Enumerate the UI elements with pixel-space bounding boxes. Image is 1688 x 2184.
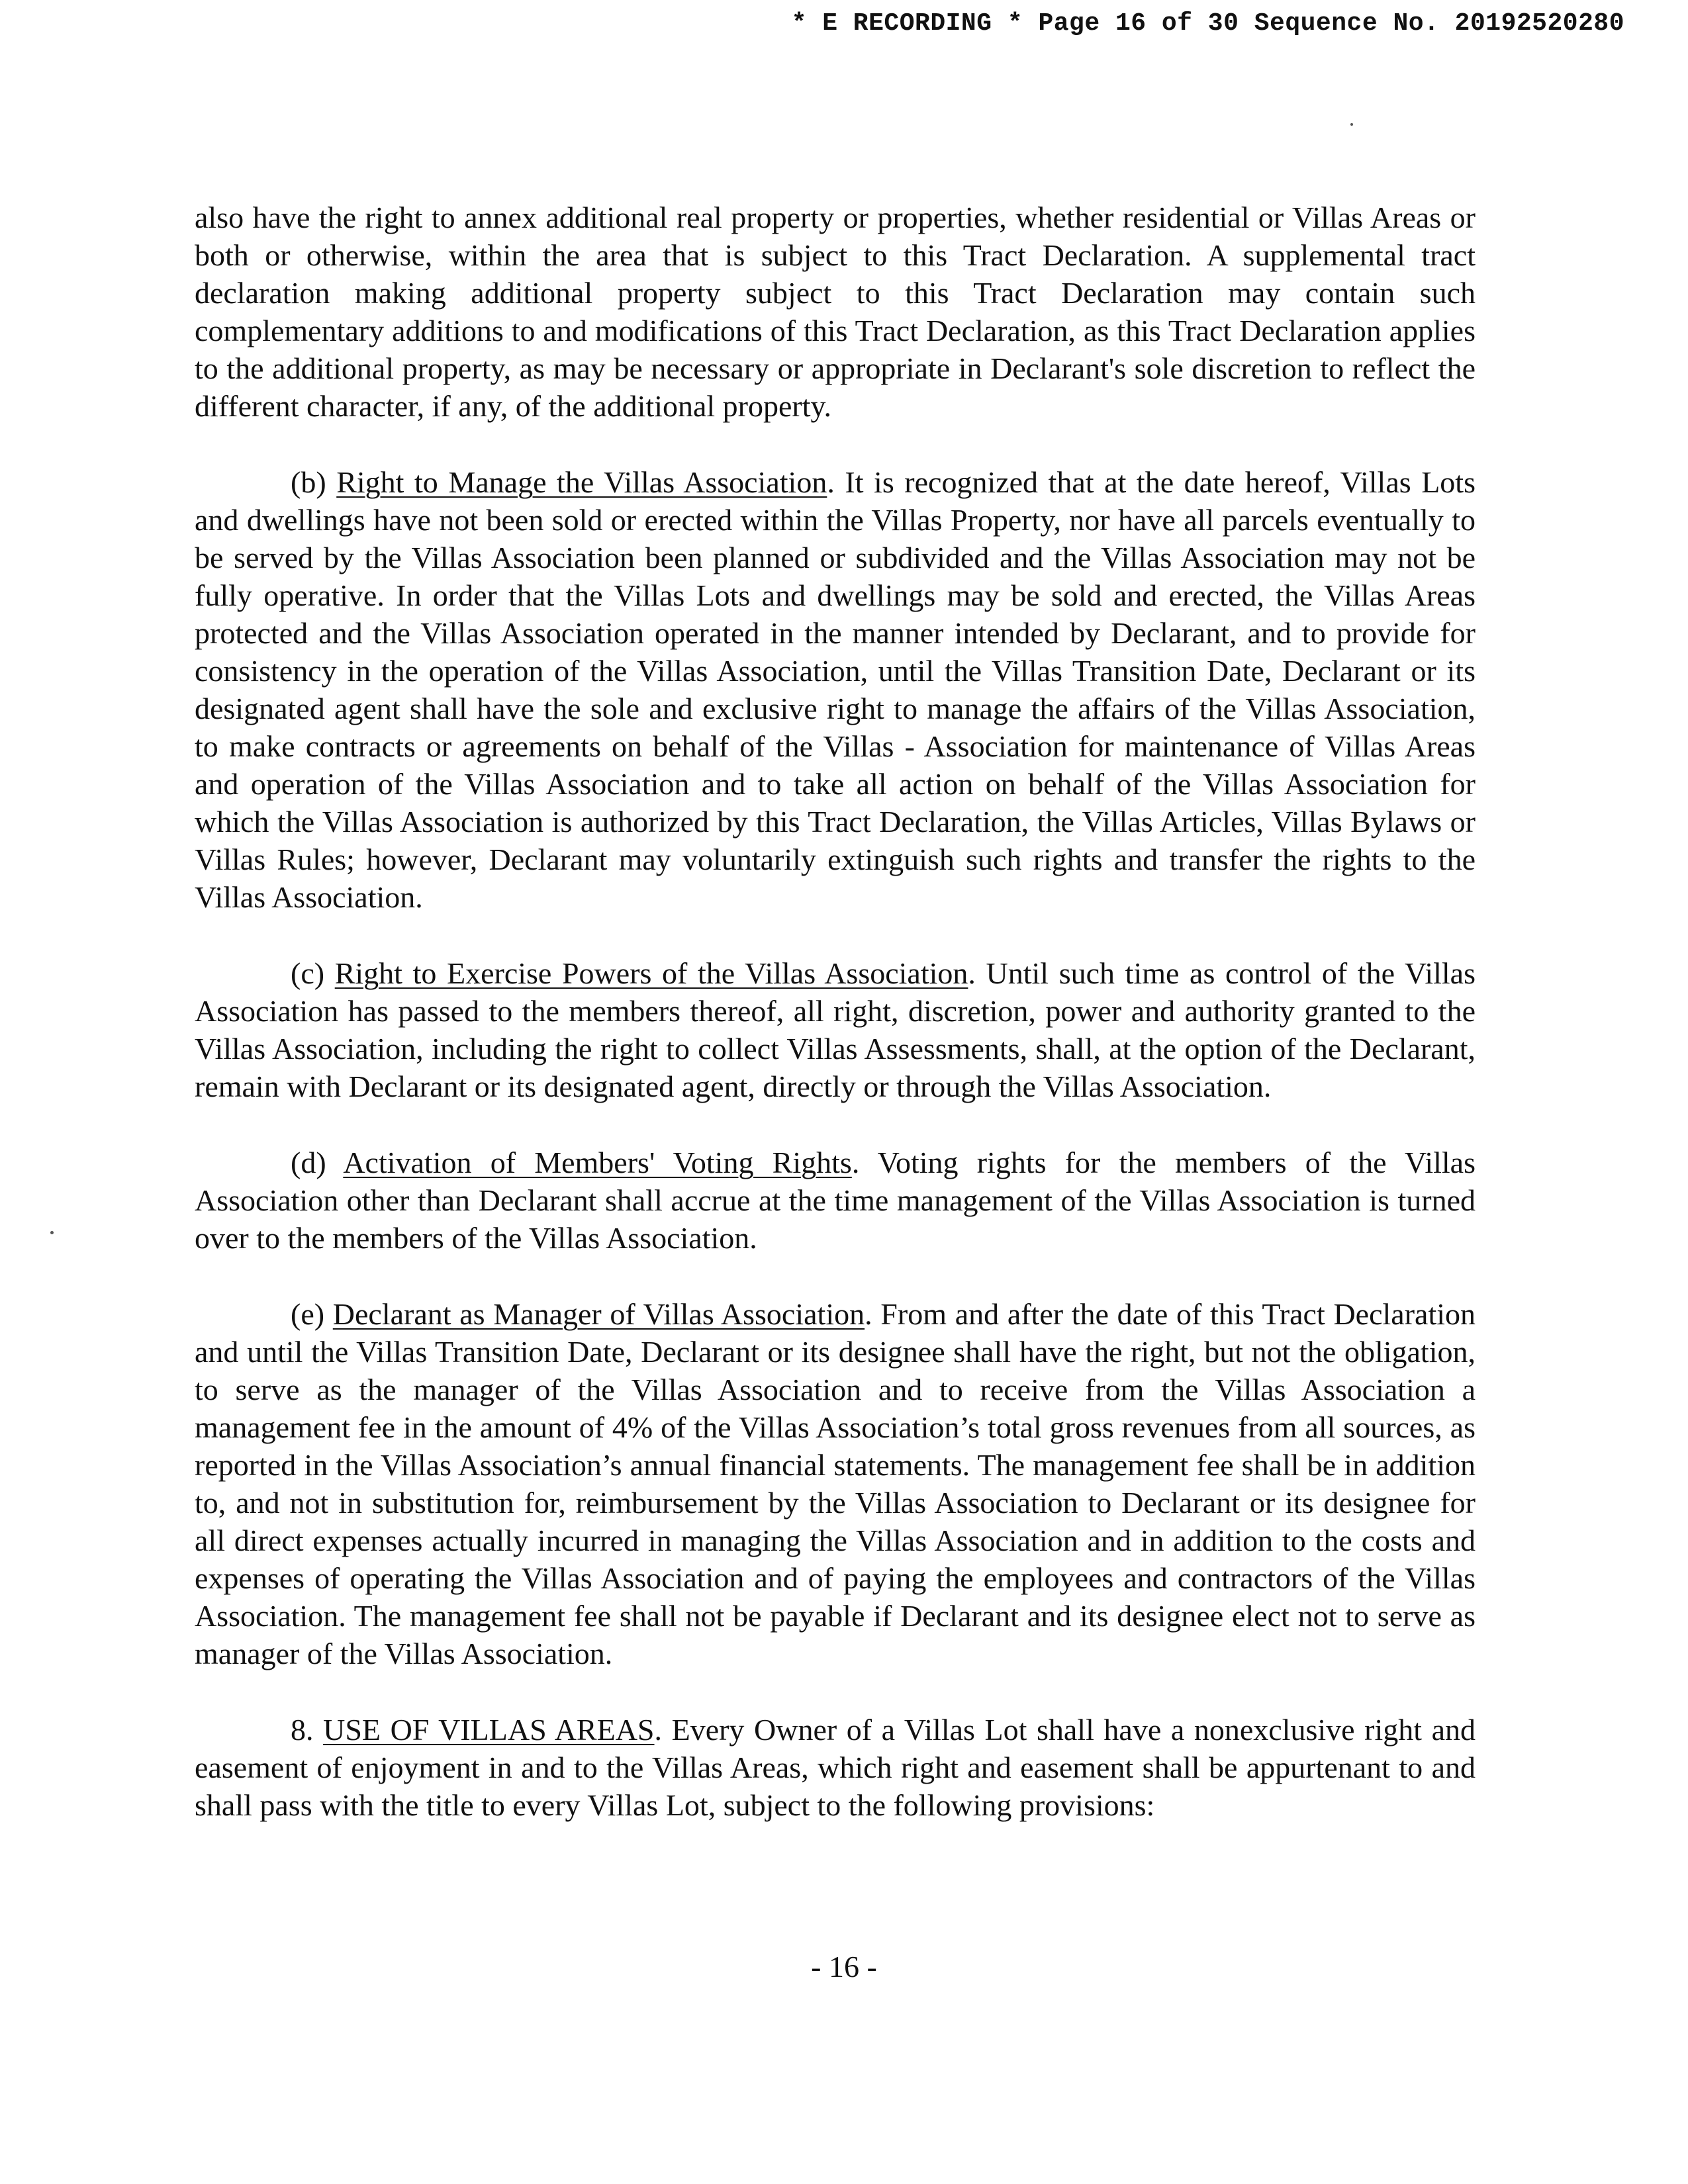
paragraph-intro: also have the right to annex additional real property or properties, whether residential or Villas Areas or both or otherwise, within the area that is subject to this Tract Declaration. A supplemental tract declaration making additional property subject to this Tract Declaration may contain such complementary additions to and modifications of this Tract Declaration, as this Tract Declaration applies to the additional property, as may be necessary or appropriate in Declarant's sole discretion to reflect the different character, if any, of the additional property. xyxy=(195,201,1476,423)
page-number: - 16 - xyxy=(811,1950,877,1983)
paragraph-b xyxy=(195,463,1476,916)
recording-header: * E RECORDING * Page 16 of 30 Sequence No. 20192520280 xyxy=(791,9,1624,38)
document-body xyxy=(195,199,1476,1862)
paragraph-c-text: . Until such time as control of the Villas Association has passed to the members thereof, all right, discretion, power and authority granted to the Villas Association, including the right to collect Villas Assessments, shall, at the option of the Declarant, remain with Declarant or its designated agent, directly or through the Villas Association. xyxy=(195,956,1476,1103)
scan-speck xyxy=(1350,123,1353,126)
paragraph-c xyxy=(195,954,1476,1105)
paragraph-e-text: . From and after the date of this Tract Declaration and until the Villas Transition Date, Declarant or its designee shall have the right, but not the obligation, to serve as the manager of the Villas Association and to receive from the Villas Association a management fee in the amount of 4% of the Villas Association’s total gross revenues from all sources, as reported in the Villas Association’s annual financial statements. The management fee shall be in addition to, and not in substitution for, reimbursement by the Villas Association to Declarant or its designee for all direct expenses actually incurred in managing the Villas Association and in addition to the costs and expenses of operating the Villas Association and of paying the employees and contractors of the Villas Association. The management fee shall not be payable if Declarant and its designee elect not to serve as manager of the Villas Association. xyxy=(195,1297,1476,1670)
paragraph-d-heading: Activation of Members' Voting Rights xyxy=(343,1146,852,1179)
paragraph-section-8 xyxy=(195,1711,1476,1824)
paragraph-d xyxy=(195,1144,1476,1257)
scan-speck xyxy=(50,1231,54,1234)
paragraph-e-marker: (e) xyxy=(291,1297,325,1331)
paragraph-b-heading: Right to Manage the Villas Association xyxy=(336,465,827,499)
paragraph-b-text: . It is recognized that at the date hereof, Villas Lots and dwellings have not been sold or erected within the Villas Property, nor have all parcels eventually to be served by the Villas Association been planned or subdivided and the Villas Association may not be fully operative. In order that the Villas Lots and dwellings may be sold and erected, the Villas Areas protected and the Villas Association operated in the manner intended by Declarant, and to provide for consistency in the operation of the Villas Association, until the Villas Transition Date, Declarant or its designated agent shall have the sole and exclusive right to manage the affairs of the Villas Association, to make contracts or agreements on behalf of the Villas - Association for maintenance of Villas Areas and operation of the Villas Association and to take all action on behalf of the Villas Association for which the Villas Association is authorized by this Tract Declaration, the Villas Articles, Villas Bylaws or Villas Rules; however, Declarant may voluntarily extinguish such rights and transfer the rights to the Villas Association. xyxy=(195,465,1476,914)
paragraph-e xyxy=(195,1295,1476,1672)
section-8-text: . Every Owner of a Villas Lot shall have a nonexclusive right and easement of enjoyment in and to the Villas Areas, which right and easement shall be appurtenant to and shall pass with the title to every Villas Lot, subject to the following provisions: xyxy=(195,1713,1476,1822)
paragraph-d-text: . Voting rights for the members of the Villas Association other than Declarant shall accrue at the time management of the Villas Association is turned over to the members of the Villas Association. xyxy=(195,1146,1476,1255)
paragraph-d-marker: (d) xyxy=(291,1146,326,1179)
paragraph-e-heading: Declarant as Manager of Villas Association xyxy=(332,1297,865,1331)
section-8-marker: 8. xyxy=(291,1713,314,1747)
paragraph-c-marker: (c) xyxy=(291,956,325,990)
section-8-heading: USE OF VILLAS AREAS xyxy=(323,1713,655,1747)
paragraph-c-heading: Right to Exercise Powers of the Villas Association xyxy=(334,956,968,990)
paragraph-b-marker: (b) xyxy=(291,465,326,499)
